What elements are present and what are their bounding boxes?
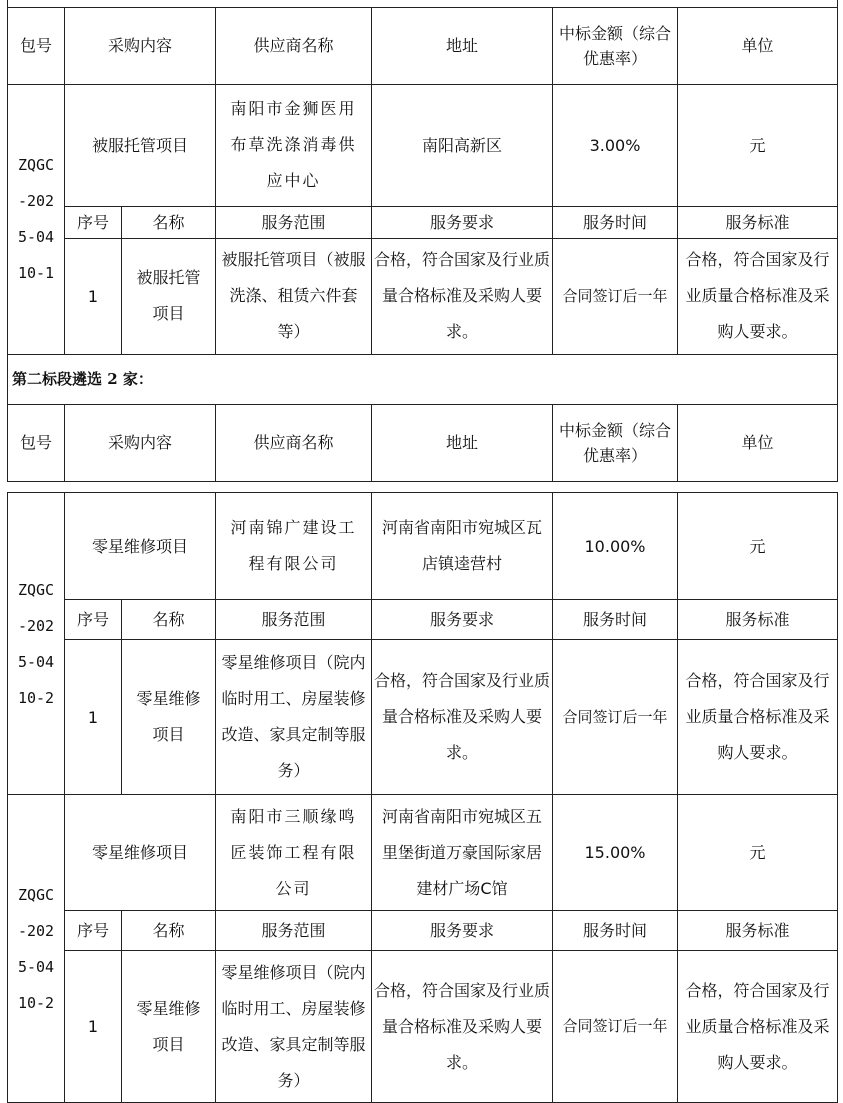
service-header-requirement: 服务要求 [372, 206, 553, 238]
service-header-name: 名称 [122, 911, 216, 951]
service-name: 被服托管项目 [122, 238, 216, 354]
header-unit: 单位 [678, 404, 838, 481]
package-content: 零星维修项目 [65, 493, 216, 600]
header-package: 包号 [8, 7, 65, 84]
service-header-requirement: 服务要求 [372, 911, 553, 951]
service-seq: 1 [65, 951, 122, 1103]
top-border-row [8, 0, 838, 7]
supplier-address: 河南省南阳市宛城区五里堡街道万豪国际家居建材广场C馆 [372, 795, 553, 911]
service-scope: 被服托管项目（被服洗涤、租赁六件套等） [216, 238, 372, 354]
supplier-address: 河南省南阳市宛城区瓦店镇逵营村 [372, 493, 553, 600]
bid-amount: 15.00% [553, 795, 678, 911]
package-row [8, 795, 838, 911]
service-header-row [8, 911, 838, 951]
header-row [8, 7, 838, 84]
service-seq: 1 [65, 238, 122, 354]
service-time: 合同签订后一年 [553, 238, 678, 354]
service-header-standard: 服务标准 [678, 206, 838, 238]
package-content: 零星维修项目 [65, 795, 216, 911]
service-header-seq: 序号 [65, 600, 122, 640]
supplier-name: 南阳市三顺缘鸣匠装饰工程有限公司 [216, 795, 372, 911]
service-standard: 合格，符合国家及行业质量合格标准及采购人要求。 [678, 238, 838, 354]
service-header-standard: 服务标准 [678, 911, 838, 951]
bid-amount: 3.00% [553, 84, 678, 206]
service-header-name: 名称 [122, 600, 216, 640]
service-header-row [8, 206, 838, 238]
service-name: 零星维修项目 [122, 951, 216, 1103]
service-requirement: 合格，符合国家及行业质量合格标准及采购人要求。 [372, 640, 553, 795]
package-content: 被服托管项目 [65, 84, 216, 206]
service-header-time: 服务时间 [553, 600, 678, 640]
section-title-row [8, 354, 838, 404]
header-address: 地址 [372, 7, 553, 84]
service-seq: 1 [65, 640, 122, 795]
service-header-scope: 服务范围 [216, 600, 372, 640]
service-row [8, 238, 838, 354]
header-address: 地址 [372, 404, 553, 481]
bid-unit: 元 [678, 84, 838, 206]
service-standard: 合格，符合国家及行业质量合格标准及采购人要求。 [678, 951, 838, 1103]
header-content: 采购内容 [65, 404, 216, 481]
service-scope: 零星维修项目（院内临时用工、房屋装修改造、家具定制等服务） [216, 951, 372, 1103]
package-row [8, 84, 838, 206]
service-row [8, 951, 838, 1103]
supplier-name: 南阳市金狮医用布草洗涤消毒供应中心 [216, 84, 372, 206]
service-header-seq: 序号 [65, 206, 122, 238]
section-title: 第二标段遴选 2 家： [8, 354, 838, 404]
service-requirement: 合格，符合国家及行业质量合格标准及采购人要求。 [372, 238, 553, 354]
service-header-time: 服务时间 [553, 911, 678, 951]
bid-unit: 元 [678, 493, 838, 600]
service-scope: 零星维修项目（院内临时用工、房屋装修改造、家具定制等服务） [216, 640, 372, 795]
header-unit: 单位 [678, 7, 838, 84]
header-amount: 中标金额（综合优惠率） [553, 404, 678, 481]
service-header-requirement: 服务要求 [372, 600, 553, 640]
service-header-time: 服务时间 [553, 206, 678, 238]
supplier-address: 南阳高新区 [372, 84, 553, 206]
bid-unit: 元 [678, 795, 838, 911]
service-header-standard: 服务标准 [678, 600, 838, 640]
header-content: 采购内容 [65, 7, 216, 84]
service-requirement: 合格，符合国家及行业质量合格标准及采购人要求。 [372, 951, 553, 1103]
service-time: 合同签订后一年 [553, 951, 678, 1103]
service-header-scope: 服务范围 [216, 911, 372, 951]
header-package: 包号 [8, 404, 65, 481]
service-row [8, 640, 838, 795]
package-code: ZQGC -202 5-04 10-1 [8, 84, 65, 354]
service-header-row [8, 600, 838, 640]
service-standard: 合格，符合国家及行业质量合格标准及采购人要求。 [678, 640, 838, 795]
service-header-name: 名称 [122, 206, 216, 238]
supplier-name: 河南锦广建设工程有限公司 [216, 493, 372, 600]
package-row [8, 493, 838, 600]
service-header-scope: 服务范围 [216, 206, 372, 238]
package-code: ZQGC -202 5-04 10-2 [8, 795, 65, 1103]
procurement-table-part2 [7, 492, 837, 1103]
service-header-seq: 序号 [65, 911, 122, 951]
procurement-table-part1 [7, 0, 837, 482]
service-time: 合同签订后一年 [553, 640, 678, 795]
header-row-2 [8, 404, 838, 481]
header-supplier: 供应商名称 [216, 7, 372, 84]
service-name: 零星维修项目 [122, 640, 216, 795]
header-amount: 中标金额（综合优惠率） [553, 7, 678, 84]
package-code: ZQGC -202 5-04 10-2 [8, 493, 65, 795]
bid-amount: 10.00% [553, 493, 678, 600]
header-supplier: 供应商名称 [216, 404, 372, 481]
